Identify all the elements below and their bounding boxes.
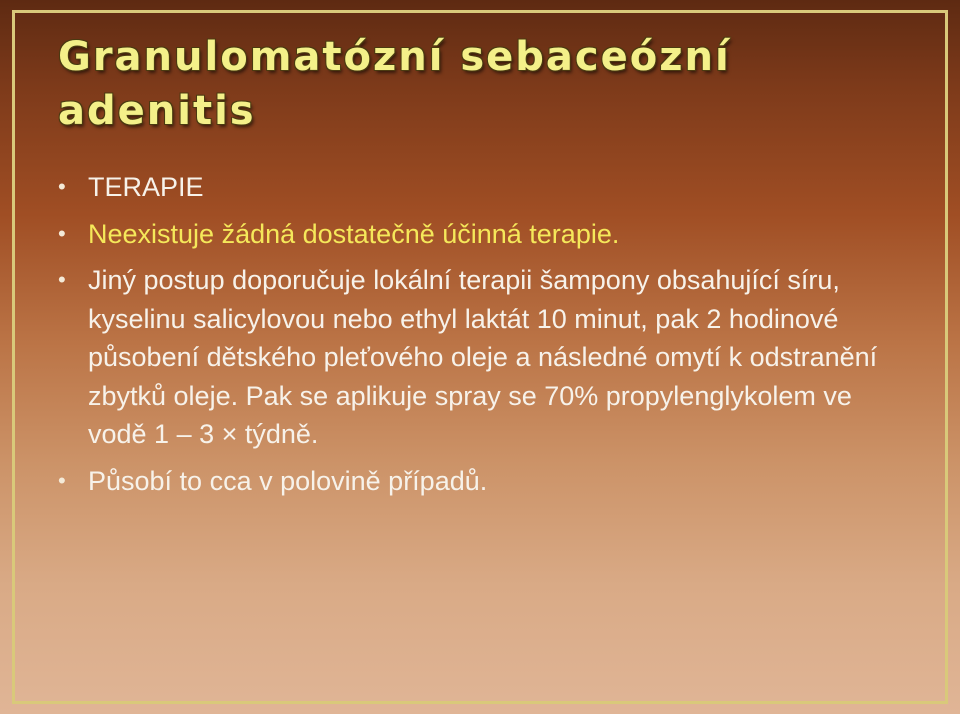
bullet-item-no-therapy: [58, 215, 893, 254]
slide-title: Granulomatózní sebaceózní adenitis: [58, 34, 731, 134]
bullet-dot-icon: •: [58, 467, 66, 493]
bullet-text: TERAPIE: [88, 172, 204, 202]
bullet-text: Jiný postup doporučuje lokální terapii šampony obsahující síru, kyselinu salicylovou nebo ethyl laktát 10 minut, pak 2 hodinové působení dětského pleťového oleje a následné omytí k odstranění zbytků oleje. Pak se aplikuje spray se 70% propylenglykolem ve vodě 1 – 3 × týdně.: [88, 265, 878, 449]
bullet-text-highlight: Neexistuje žádná dostatečně účinná terapie.: [88, 218, 620, 249]
bullet-dot-icon: •: [58, 267, 66, 292]
bullet-dot-icon: •: [58, 174, 66, 199]
bullet-item-effectiveness: [58, 462, 893, 501]
bullet-item-alternative-procedure: [58, 261, 893, 454]
bullet-item-terapie: [58, 168, 893, 207]
bullet-text: Působí to cca v polovině případů.: [88, 465, 488, 496]
bullet-list: [58, 168, 893, 508]
bullet-dot-icon: •: [58, 220, 66, 246]
